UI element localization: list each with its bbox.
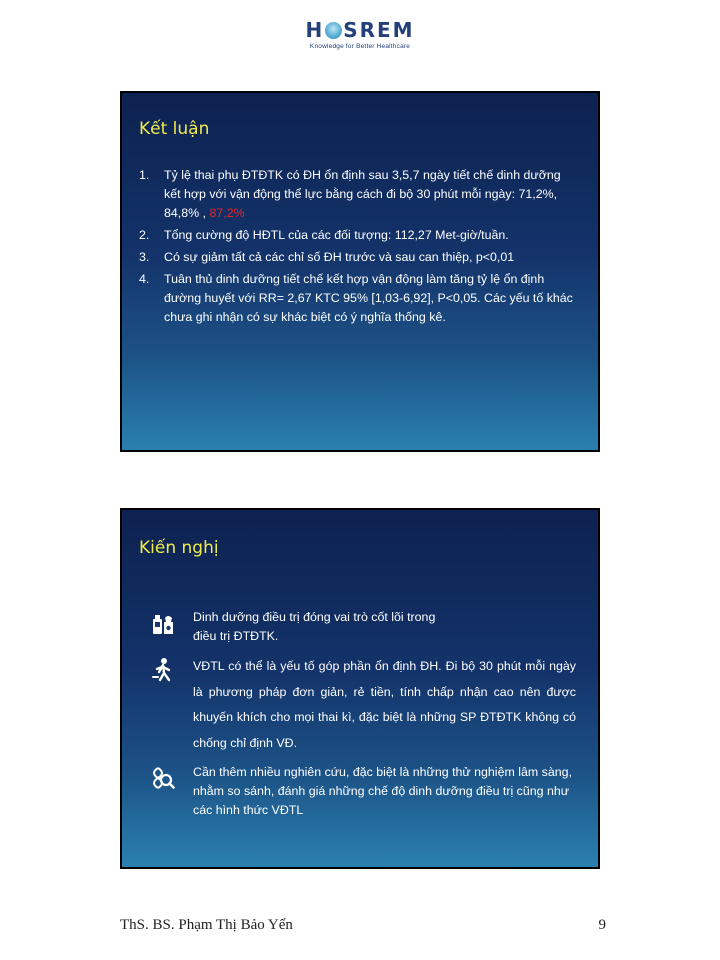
- slide-conclusion: [120, 91, 600, 452]
- recommendation-list: [150, 608, 576, 820]
- list-item: [139, 248, 579, 267]
- footer-author: ThS. BS. Phạm Thị Bảo Yến: [120, 917, 293, 933]
- item-line: Dinh dưỡng điều trị đóng vai trò cốt lõi trong: [193, 610, 436, 624]
- list-item: [150, 763, 576, 820]
- slide-recommendations: [120, 508, 600, 869]
- item-number: 3.: [139, 250, 150, 264]
- conclusion-list: [139, 166, 579, 330]
- list-item: [139, 270, 579, 327]
- item-number: 4.: [139, 272, 150, 286]
- slide-title: Kiến nghị: [139, 538, 219, 558]
- item-text: Tuân thủ dinh dưỡng tiết chế kết hợp vận động làm tăng tỷ lệ ổn định đường huyết với RR= 2,67 KTC 95% [1,03-6,92], P<0,05. Các yếu tố khác chưa ghi nhận có sự khác biệt có ý nghĩa thống kê.: [164, 272, 573, 324]
- item-text: Có sự giảm tất cả các chỉ số ĐH trước và sau can thiệp, p<0,01: [164, 250, 515, 264]
- item-number: 2.: [139, 228, 150, 242]
- list-item: [150, 654, 576, 756]
- item-text: Tổng cường độ HĐTL của các đối tượng: 112,27 Met-giờ/tuần.: [164, 228, 509, 242]
- item-text: VĐTL có thể là yếu tố góp phần ổn định ĐH. Đi bộ 30 phút mỗi ngày là phương pháp đơn giản, rẻ tiền, tính chấp nhận cao nên được khuyến khích cho mọi thai kì, đặc biệt là những SP ĐTĐTK không có chống chỉ định VĐ.: [193, 659, 576, 750]
- highlight-value: 87,2%: [209, 206, 245, 220]
- hosrem-logo: [0, 18, 720, 50]
- logo-wordmark: [305, 18, 414, 42]
- walking-person-icon: [150, 656, 176, 682]
- logo-tagline: Knowledge for Better Healthcare: [309, 43, 411, 50]
- logo-letter-h: H: [305, 18, 325, 42]
- dna-research-icon: [150, 765, 176, 791]
- slide-title: Kết luận: [139, 119, 210, 139]
- globe-icon: [325, 22, 342, 39]
- item-text: Tỷ lệ thai phụ ĐTĐTK có ĐH ổn định sau 3,5,7 ngày tiết chế dinh dưỡng kết hợp với vận động thể lực bằng cách đi bộ 30 phút mỗi ngày: 71,2%, 84,8% ,: [164, 168, 561, 220]
- list-item: [150, 608, 576, 646]
- list-item: [139, 226, 579, 245]
- page-number: 9: [598, 917, 606, 933]
- logo-letters-srem: SREM: [343, 18, 415, 42]
- item-text: Cần thêm nhiều nghiên cứu, đặc biệt là những thử nghiệm lâm sàng, nhằm so sánh, đánh giá những chế độ dinh dưỡng điều trị cũng như các hình thức VĐTL: [193, 765, 572, 817]
- list-item: [139, 166, 579, 223]
- item-line: điều trị ĐTĐTK.: [193, 629, 279, 643]
- nutrition-icon: [150, 610, 176, 636]
- item-number: 1.: [139, 168, 150, 182]
